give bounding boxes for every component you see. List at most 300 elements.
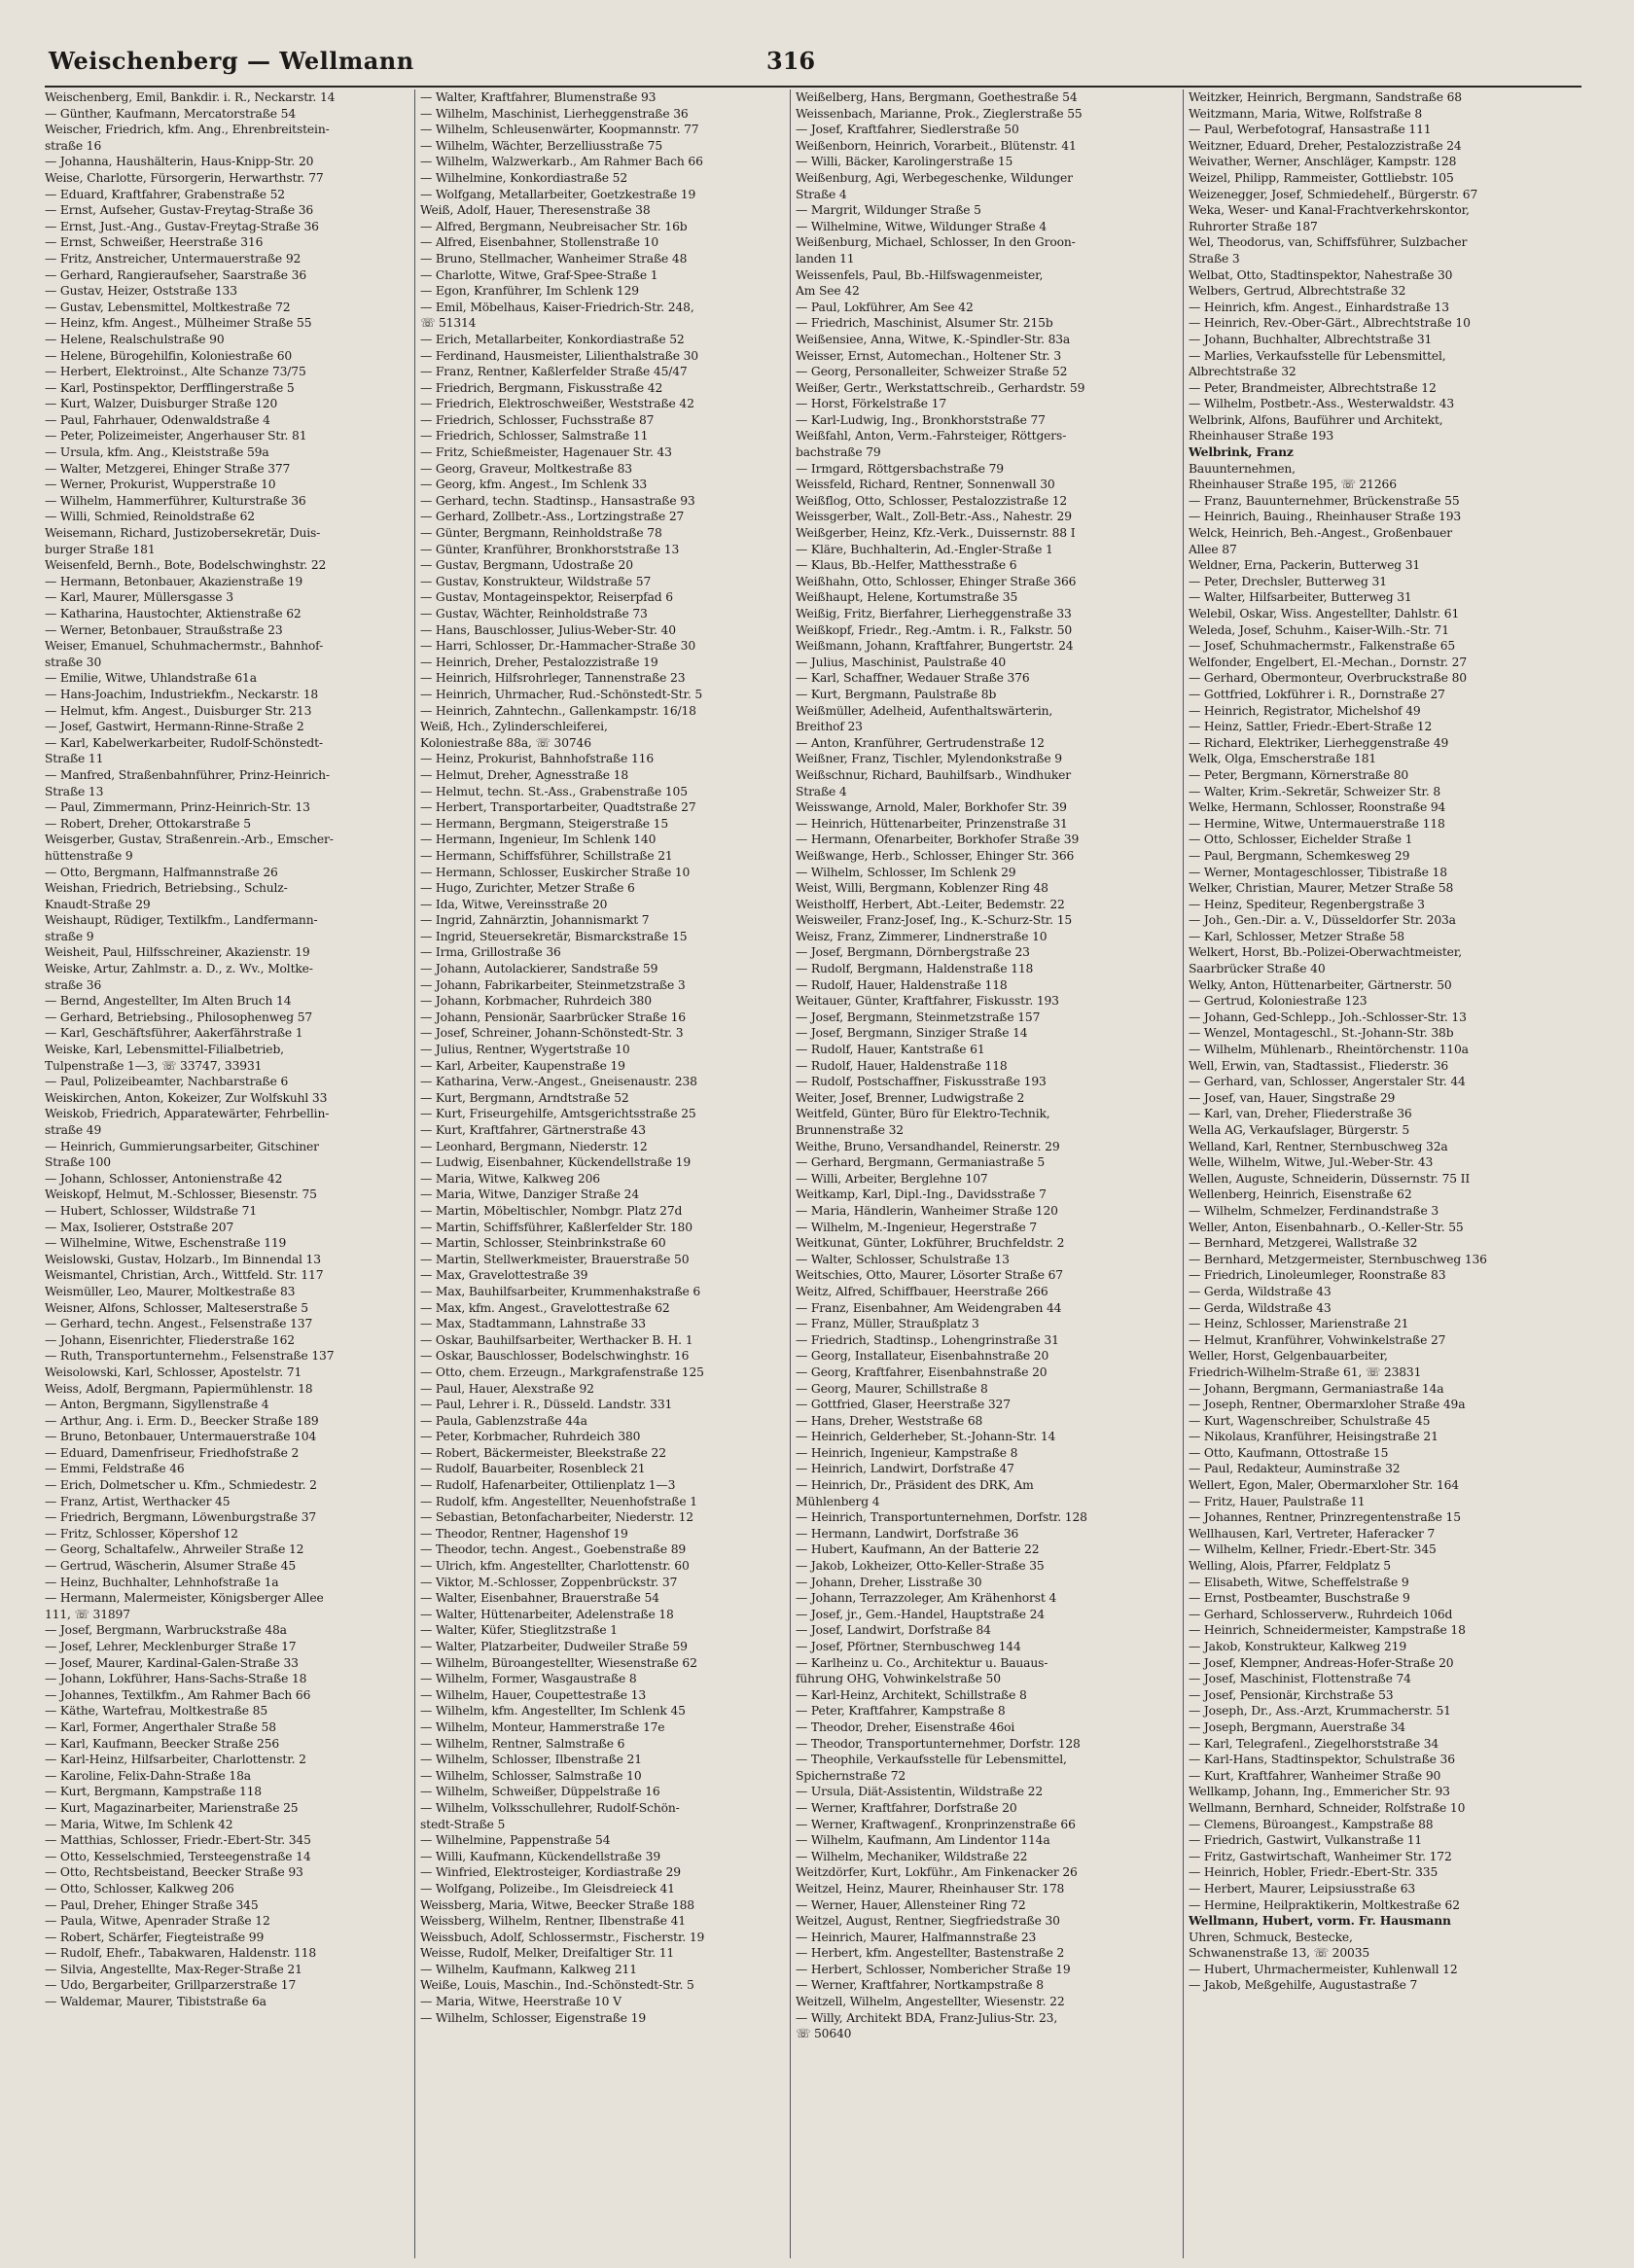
directory-entry-line: Straße 3 xyxy=(1189,251,1240,266)
directory-entry-line: — Martin, Möbeltischler, Nombgr. Platz 27d xyxy=(420,1203,683,1218)
directory-entry-line: — Klaus, Bb.-Helfer, Matthesstraße 6 xyxy=(796,558,1017,573)
directory-entry-line: — Heinrich, kfm. Angest., Einhardstraße 13 xyxy=(1189,300,1449,314)
directory-entry-line: — Willy, Architekt BDA, Franz-Julius-Str. 23, xyxy=(796,2010,1058,2025)
directory-entry-line: — Maria, Witwe, Kalkweg 206 xyxy=(420,1171,600,1186)
page-header-title: Weischenberg — Wellmann xyxy=(49,47,414,75)
directory-entry-line: — Wilhelm, Hammerführer, Kulturstraße 36 xyxy=(45,493,306,508)
directory-entry-line: — Gerhard, Betriebsing., Philosophenweg 57 xyxy=(45,1010,313,1024)
directory-entry-line: — Kurt, Wagenschreiber, Schulstraße 45 xyxy=(1189,1413,1431,1428)
directory-entry-line: Weitzmann, Maria, Witwe, Rolfstraße 8 xyxy=(1189,106,1422,121)
directory-entry-line: Welky, Anton, Hüttenarbeiter, Gärtnerstr. 50 xyxy=(1189,977,1452,992)
directory-entry-line: Weismüller, Leo, Maurer, Moltkestraße 83 xyxy=(45,1284,296,1298)
directory-entry-line: — Karl, Schlosser, Metzer Straße 58 xyxy=(1189,929,1404,943)
directory-entry-line: Koloniestraße 88a, ☏ 30746 xyxy=(420,735,591,750)
directory-entry-line: — Kurt, Bergmann, Arndtstraße 52 xyxy=(420,1090,629,1105)
directory-entry-line: — Josef, Gastwirt, Hermann-Rinne-Straße 2 xyxy=(45,720,304,734)
directory-entry-line: Weitzner, Eduard, Dreher, Pestalozzistraße 24 xyxy=(1189,138,1462,153)
directory-entry-line: — Werner, Kraftfahrer, Dorfstraße 20 xyxy=(796,1800,1017,1815)
directory-entry-line: Welke, Hermann, Schlosser, Roonstraße 94 xyxy=(1189,800,1446,815)
directory-entry-line: — Anton, Bergmann, Sigyllenstraße 4 xyxy=(45,1398,269,1412)
directory-entry-line: — Maria, Witwe, Im Schlenk 42 xyxy=(45,1817,233,1831)
directory-entry-line: — Paul, Lokführer, Am See 42 xyxy=(796,300,974,314)
directory-entry-line: — Josef, Bergmann, Dörnbergstraße 23 xyxy=(796,945,1030,960)
directory-entry-line: — Robert, Dreher, Ottokarstraße 5 xyxy=(45,816,251,831)
directory-entry-line: — Heinrich, Transportunternehmen, Dorfstr. 128 xyxy=(796,1510,1087,1525)
directory-entry-line: — Jakob, Lokheizer, Otto-Keller-Straße 35 xyxy=(796,1559,1045,1574)
directory-entry-line: — Georg, kfm. Angest., Im Schlenk 33 xyxy=(420,478,648,492)
directory-entry-line: — Johannes, Textilkfm., Am Rahmer Bach 66 xyxy=(45,1687,311,1702)
directory-entry-line: — Karl, Schaffner, Wedauer Straße 376 xyxy=(796,671,1030,686)
directory-entry-line: Weisheit, Paul, Hilfsschreiner, Akazienstr. 19 xyxy=(45,945,310,960)
directory-entry-line: Weiss, Adolf, Bergmann, Papiermühlenstr. 18 xyxy=(45,1381,313,1396)
directory-entry-line: — Margrit, Wildunger Straße 5 xyxy=(796,203,981,218)
directory-entry-line: straße 49 xyxy=(45,1123,102,1137)
directory-entry-line: — Bruno, Betonbauer, Untermauerstraße 104 xyxy=(45,1430,317,1444)
directory-entry-line: — Wilhelm, Schlosser, Im Schlenk 29 xyxy=(796,865,1016,879)
directory-entry-line: — Werner, Kraftfahrer, Nortkampstraße 8 xyxy=(796,1978,1044,1993)
directory-entry-line: — Günter, Bergmann, Reinholdstraße 78 xyxy=(420,526,662,541)
directory-entry-line: — Franz, Artist, Werthacker 45 xyxy=(45,1494,231,1508)
directory-entry-line: Weller, Anton, Eisenbahnarb., O.-Keller-Str. 55 xyxy=(1189,1220,1464,1234)
directory-column-3 xyxy=(796,89,1159,2258)
directory-entry-line: Weitzel, August, Rentner, Siegfriedstraße 30 xyxy=(796,1914,1060,1929)
directory-entry-line: — Robert, Schärfer, Fiegteistraße 99 xyxy=(45,1930,265,1944)
directory-entry-line: Uhren, Schmuck, Bestecke, xyxy=(1189,1930,1353,1944)
directory-entry-line: — Wilhelm, Mechaniker, Wildstraße 22 xyxy=(796,1849,1028,1863)
directory-entry-line: — Heinrich, Maurer, Halfmannstraße 23 xyxy=(796,1930,1037,1944)
directory-entry-line: — Karlheinz u. Co., Architektur u. Bauaus- xyxy=(796,1655,1048,1670)
directory-entry-line: — Friedrich, Bergmann, Löwenburgstraße 37 xyxy=(45,1510,317,1525)
directory-entry-line: Wellhausen, Karl, Vertreter, Haferacker 7 xyxy=(1189,1526,1436,1541)
directory-entry-line: Weisolowski, Karl, Schlosser, Apostelstr. 71 xyxy=(45,1364,302,1379)
directory-entry-line: Weissfeld, Richard, Rentner, Sonnenwall 30 xyxy=(796,478,1055,492)
directory-entry-line: Albrechtstraße 32 xyxy=(1189,365,1297,379)
directory-entry-line: — Willi, Bäcker, Karolingerstraße 15 xyxy=(796,155,1013,169)
directory-entry-line: — Hubert, Schlosser, Wildstraße 71 xyxy=(45,1203,258,1218)
directory-entry-line: — Maria, Witwe, Danziger Straße 24 xyxy=(420,1187,639,1202)
directory-entry-line: — Jakob, Konstrukteur, Kalkweg 219 xyxy=(1189,1640,1407,1653)
header-rule xyxy=(45,86,1581,88)
directory-entry-line: — Georg, Personalleiter, Schweizer Straße 52 xyxy=(796,365,1068,379)
directory-entry-line: — Heinz, kfm. Angest., Mülheimer Straße 55 xyxy=(45,316,312,331)
directory-entry-line: — Alfred, Eisenbahner, Stollenstraße 10 xyxy=(420,235,658,250)
directory-entry-line: — Richard, Elektriker, Lierheggenstraße 49 xyxy=(1189,735,1449,750)
directory-entry-line: — Walter, Kraftfahrer, Blumenstraße 93 xyxy=(420,90,657,104)
directory-entry-line: Rheinhauser Straße 193 xyxy=(1189,429,1334,443)
column-divider xyxy=(414,89,415,2258)
directory-entry-line: — Ida, Witwe, Vereinsstraße 20 xyxy=(420,897,608,911)
directory-entry-line: — Gottfried, Lokführer i. R., Dornstraße 27 xyxy=(1189,687,1445,701)
directory-entry-line: — Wilhelmine, Witwe, Eschenstraße 119 xyxy=(45,1236,287,1251)
directory-entry-line: — Heinrich, Hüttenarbeiter, Prinzenstraße 31 xyxy=(796,816,1068,831)
page-number: 316 xyxy=(766,47,816,75)
directory-entry-line: Weiske, Karl, Lebensmittel-Filialbetrieb, xyxy=(45,1043,284,1057)
directory-entry-line: — Wilhelm, Schleusenwärter, Koopmannstr. 77 xyxy=(420,123,699,137)
directory-entry-line: — Otto, Bergmann, Halfmannstraße 26 xyxy=(45,865,278,879)
directory-entry-line: — Wilhelm, Wächter, Berzelliusstraße 75 xyxy=(420,138,663,153)
directory-entry-line: — Gerhard, techn. Stadtinsp., Hansastraße 93 xyxy=(420,493,695,508)
directory-entry-line: — Irmgard, Röttgersbachstraße 79 xyxy=(796,461,1004,476)
directory-entry-line: — Wilhelm, Kaufmann, Kalkweg 211 xyxy=(420,1962,637,1976)
directory-entry-line: Weishaupt, Rüdiger, Textilkfm., Landfermann- xyxy=(45,913,318,928)
directory-entry-line: Wellenberg, Heinrich, Eisenstraße 62 xyxy=(1189,1187,1412,1202)
directory-entry-line: — Paula, Witwe, Apenrader Straße 12 xyxy=(45,1914,270,1929)
directory-entry-line: — Irma, Grillostraße 36 xyxy=(420,945,561,960)
directory-entry-line: — Karl, Kaufmann, Beecker Straße 256 xyxy=(45,1736,280,1751)
directory-entry-line: — Fritz, Schlosser, Köpershof 12 xyxy=(45,1526,238,1541)
directory-entry-line: — Heinrich, Rev.-Ober-Gärt., Albrechtstraße 10 xyxy=(1189,316,1471,331)
directory-entry-line: — Herbert, Schlosser, Nombericher Straße 19 xyxy=(796,1962,1071,1976)
directory-entry-line: — Theodor, Transportunternehmer, Dorfstr. 128 xyxy=(796,1736,1081,1751)
directory-entry-line: — Johann, Lokführer, Hans-Sachs-Straße 18 xyxy=(45,1672,307,1686)
directory-entry-line: — Herbert, Elektroinst., Alte Schanze 73/75 xyxy=(45,365,306,379)
directory-entry-line: — Silvia, Angestellte, Max-Reger-Straße 21 xyxy=(45,1962,302,1976)
directory-entry-line: — Günter, Kranführer, Bronkhorststraße 13 xyxy=(420,542,680,556)
directory-entry-line: Welbrink, Franz xyxy=(1189,444,1294,460)
directory-entry-line: — Ernst, Schweißer, Heerstraße 316 xyxy=(45,235,264,250)
directory-entry-line: — Walter, Eisenbahner, Brauerstraße 54 xyxy=(420,1591,659,1606)
directory-entry-line: — Heinrich, Gelderheber, St.-Johann-Str. 14 xyxy=(796,1430,1056,1444)
directory-entry-line: — Ernst, Postbeamter, Buschstraße 9 xyxy=(1189,1591,1410,1606)
directory-entry-line: Spichernstraße 72 xyxy=(796,1768,906,1783)
directory-entry-line: — Rudolf, Bauarbeiter, Rosenbleck 21 xyxy=(420,1462,646,1476)
directory-entry-line: — Friedrich, Schlosser, Fuchsstraße 87 xyxy=(420,412,655,427)
directory-entry-line: — Martin, Schiffsführer, Kaßlerfelder Str. 180 xyxy=(420,1220,693,1234)
directory-entry-line: — Werner, Montageschlosser, Tibistraße 18 xyxy=(1189,865,1447,879)
directory-entry-line: — Josef, Lehrer, Mecklenburger Straße 17 xyxy=(45,1640,297,1653)
directory-entry-line: Welbat, Otto, Stadtinspektor, Nahestraße 30 xyxy=(1189,267,1453,282)
directory-entry-line: Weißenburg, Agi, Werbegeschenke, Wildunger xyxy=(796,170,1073,185)
directory-entry-line: — Charlotte, Witwe, Graf-Spee-Straße 1 xyxy=(420,267,658,282)
directory-entry-line: — Theodor, Rentner, Hagenshof 19 xyxy=(420,1526,628,1541)
directory-entry-line: — Werner, Prokurist, Wupperstraße 10 xyxy=(45,478,276,492)
directory-entry-line: Well, Erwin, van, Stadtassist., Fliederstr. 36 xyxy=(1189,1058,1449,1073)
directory-entry-line: — Johann, Buchhalter, Albrechtstraße 31 xyxy=(1189,332,1433,346)
directory-entry-line: — Friedrich, Maschinist, Alsumer Str. 215b xyxy=(796,316,1053,331)
directory-entry-line: Straße 4 xyxy=(796,784,847,798)
directory-entry-line: — Walter, Küfer, Stieglitzstraße 1 xyxy=(420,1623,618,1638)
directory-entry-line: Weithe, Bruno, Versandhandel, Reinerstr. 29 xyxy=(796,1139,1060,1153)
directory-entry-line: — Josef, Bergmann, Steinmetzstraße 157 xyxy=(796,1010,1041,1024)
directory-entry-line: — Sebastian, Betonfacharbeiter, Niederstr. 12 xyxy=(420,1510,693,1525)
directory-entry-line: — Wilhelmine, Pappenstraße 54 xyxy=(420,1833,611,1848)
directory-entry-line: Straße 100 xyxy=(45,1155,111,1170)
directory-entry-line: landen 11 xyxy=(796,251,855,266)
directory-entry-line: — Ernst, Just.-Ang., Gustav-Freytag-Straße 36 xyxy=(45,219,319,233)
directory-entry-line: — Johann, Ged-Schlepp., Joh.-Schlosser-Str. 13 xyxy=(1189,1010,1467,1024)
directory-entry-line: Weiß, Hch., Zylinderschleiferei, xyxy=(420,720,608,734)
directory-entry-line: — Otto, Kaufmann, Ottostraße 15 xyxy=(1189,1445,1389,1460)
directory-entry-line: — Friedrich, Elektroschweißer, Weststraße 42 xyxy=(420,397,694,411)
directory-entry-line: — Friedrich, Bergmann, Fiskusstraße 42 xyxy=(420,380,663,395)
directory-entry-line: — Ruth, Transportunternehm., Felsenstraße 137 xyxy=(45,1349,335,1364)
directory-entry-line: — Hubert, Kaufmann, An der Batterie 22 xyxy=(796,1542,1040,1557)
directory-entry-line: — Walter, Hilfsarbeiter, Butterweg 31 xyxy=(1189,590,1412,605)
directory-entry-line: — Karl, Maurer, Müllersgasse 3 xyxy=(45,590,233,605)
directory-entry-line: — Herbert, Transportarbeiter, Quadtstraße 27 xyxy=(420,800,696,815)
directory-entry-line: Weißhaupt, Helene, Kortumstraße 35 xyxy=(796,590,1018,605)
directory-entry-line: Weißenborn, Heinrich, Vorarbeit., Blütenstr. 41 xyxy=(796,138,1077,153)
directory-entry-line: Weissberg, Maria, Witwe, Beecker Straße 188 xyxy=(420,1897,694,1912)
directory-entry-line: — Paul, Hauer, Alexstraße 92 xyxy=(420,1381,594,1396)
directory-entry-line: — Georg, Maurer, Schillstraße 8 xyxy=(796,1381,988,1396)
directory-entry-line: — Herbert, Maurer, Leipsiusstraße 63 xyxy=(1189,1881,1416,1896)
directory-entry-line: — Ursula, Diät-Assistentin, Wildstraße 22 xyxy=(796,1785,1043,1799)
directory-entry-line: bachstraße 79 xyxy=(796,445,881,460)
directory-entry-line: Weise, Charlotte, Fürsorgerin, Herwarthstr. 77 xyxy=(45,170,324,185)
directory-entry-line: Weiskob, Friedrich, Apparatewärter, Fehrbellin- xyxy=(45,1107,330,1121)
directory-entry-line: — Käthe, Wartefrau, Moltkestraße 85 xyxy=(45,1704,268,1719)
directory-entry-line: Weissgerber, Walt., Zoll-Betr.-Ass., Nahestr. 29 xyxy=(796,510,1072,524)
directory-entry-line: — Walter, Metzgerei, Ehinger Straße 377 xyxy=(45,461,291,476)
directory-entry-line: — Werner, Betonbauer, Straußstraße 23 xyxy=(45,622,283,637)
directory-entry-line: Welling, Alois, Pfarrer, Feldplatz 5 xyxy=(1189,1559,1391,1574)
directory-entry-line: Wel, Theodorus, van, Schiffsführer, Sulzbacher xyxy=(1189,235,1468,250)
directory-entry-line: — Josef, Maschinist, Flottenstraße 74 xyxy=(1189,1672,1411,1686)
directory-entry-line: Weivather, Werner, Anschläger, Kampstr. 128 xyxy=(1189,155,1457,169)
directory-entry-line: Wellen, Auguste, Schneiderin, Düssernstr. 75 II xyxy=(1189,1171,1471,1186)
directory-entry-line: — Paul, Lehrer i. R., Düsseld. Landstr. 331 xyxy=(420,1398,673,1412)
directory-entry-line: — Heinrich, Hobler, Friedr.-Ebert-Str. 335 xyxy=(1189,1865,1439,1880)
directory-entry-line: — Heinrich, Bauing., Rheinhauser Straße 193 xyxy=(1189,510,1462,524)
directory-entry-line: — Clemens, Büroangest., Kampstraße 88 xyxy=(1189,1817,1434,1831)
directory-entry-line: Weishan, Friedrich, Betriebsing., Schulz- xyxy=(45,881,288,896)
directory-entry-line: Weißwange, Herb., Schlosser, Ehinger Str. 366 xyxy=(796,848,1075,863)
directory-entry-line: — Franz, Eisenbahner, Am Weidengraben 44 xyxy=(796,1300,1062,1315)
directory-entry-line: — Harri, Schlosser, Dr.-Hammacher-Straße 30 xyxy=(420,639,696,654)
directory-entry-line: Welk, Olga, Emscherstraße 181 xyxy=(1189,752,1377,766)
directory-entry-line: — Hans-Joachim, Industriekfm., Neckarstr. 18 xyxy=(45,687,319,701)
directory-entry-line: — Karl, van, Dreher, Fliederstraße 36 xyxy=(1189,1107,1412,1121)
directory-entry-line: Weitauer, Günter, Kraftfahrer, Fiskusstr. 193 xyxy=(796,994,1059,1009)
directory-entry-line: — Max, Isolierer, Oststraße 207 xyxy=(45,1220,234,1234)
directory-entry-line: — Karl, Arbeiter, Kaupenstraße 19 xyxy=(420,1058,625,1073)
directory-entry-line: — Hermann, Schlosser, Euskircher Straße 10 xyxy=(420,865,691,879)
directory-entry-line: — Wilhelm, Kellner, Friedr.-Ebert-Str. 345 xyxy=(1189,1542,1437,1557)
directory-entry-line: Weißflog, Otto, Schlosser, Pestalozzistraße 12 xyxy=(796,493,1068,508)
directory-entry-line: Weismantel, Christian, Arch., Wittfeld. Str. 117 xyxy=(45,1268,324,1283)
directory-entry-line: Weisswange, Arnold, Maler, Borkhofer Str. 39 xyxy=(796,800,1067,815)
directory-entry-line: — Theophile, Verkaufsstelle für Lebensmittel, xyxy=(796,1753,1067,1767)
directory-entry-line: — Max, Gravelottestraße 39 xyxy=(420,1268,588,1283)
directory-entry-line: — Josef, Bergmann, Sinziger Straße 14 xyxy=(796,1026,1028,1041)
directory-entry-line: — Gerhard, Schlosserverw., Ruhrdeich 106d xyxy=(1189,1607,1453,1621)
directory-entry-line: — Nikolaus, Kranführer, Heisingstraße 21 xyxy=(1189,1430,1439,1444)
directory-entry-line: — Franz, Bauunternehmer, Brückenstraße 55 xyxy=(1189,493,1460,508)
directory-entry-line: — Josef, Schreiner, Johann-Schönstedt-Str. 3 xyxy=(420,1026,684,1041)
directory-entry-line: 111, ☏ 31897 xyxy=(45,1607,130,1621)
directory-entry-line: — Hermann, Bergmann, Steigerstraße 15 xyxy=(420,816,669,831)
directory-entry-line: — Johann, Eisenrichter, Fliederstraße 162 xyxy=(45,1332,295,1347)
directory-entry-line: — Friedrich, Stadtinsp., Lohengrinstraße 31 xyxy=(796,1332,1059,1347)
directory-entry-line: Welle, Wilhelm, Witwe, Jul.-Weber-Str. 43 xyxy=(1189,1155,1434,1170)
directory-entry-line: — Peter, Brandmeister, Albrechtstraße 12 xyxy=(1189,380,1437,395)
directory-entry-line: — Paul, Fahrhauer, Odenwaldstraße 4 xyxy=(45,412,270,427)
directory-entry-line: — Oskar, Bauhilfsarbeiter, Werthacker B. H. 1 xyxy=(420,1332,693,1347)
directory-entry-line: — Günther, Kaufmann, Mercatorstraße 54 xyxy=(45,106,296,121)
directory-entry-line: — Heinrich, Dreher, Pestalozzistraße 19 xyxy=(420,655,658,669)
directory-entry-line: — Johann, Autolackierer, Sandstraße 59 xyxy=(420,962,658,976)
directory-entry-line: — Manfred, Straßenbahnführer, Prinz-Heinrich- xyxy=(45,767,330,782)
directory-entry-line: — Robert, Bäckermeister, Bleekstraße 22 xyxy=(420,1445,666,1460)
directory-entry-line: — Bernhard, Metzgerei, Wallstraße 32 xyxy=(1189,1236,1418,1251)
directory-entry-line: Weizel, Philipp, Rammeister, Gottliebstr. 105 xyxy=(1189,170,1454,185)
directory-entry-line: — Helmut, Kranführer, Vohwinkelstraße 27 xyxy=(1189,1332,1446,1347)
directory-entry-line: — Gustav, Wächter, Reinholdstraße 73 xyxy=(420,607,648,620)
directory-entry-line: — Maria, Händlerin, Wanheimer Straße 120 xyxy=(796,1203,1058,1218)
column-divider xyxy=(1183,89,1184,2258)
directory-entry-line: — Ferdinand, Hausmeister, Lilienthalstraße 30 xyxy=(420,348,698,363)
directory-entry-line: — Egon, Kranführer, Im Schlenk 129 xyxy=(420,284,639,299)
directory-entry-line: — Wilhelm, Former, Wasgaustraße 8 xyxy=(420,1672,637,1686)
directory-entry-line: Weitkunat, Günter, Lokführer, Bruchfeldstr. 2 xyxy=(796,1236,1065,1251)
directory-entry-line: — Joh., Gen.-Dir. a. V., Düsseldorfer Str. 203a xyxy=(1189,913,1456,928)
directory-entry-line: — Hermann, Ingenieur, Im Schlenk 140 xyxy=(420,833,657,847)
directory-entry-line: — Georg, Graveur, Moltkestraße 83 xyxy=(420,461,632,476)
directory-entry-line: — Kurt, Walzer, Duisburger Straße 120 xyxy=(45,397,278,411)
directory-entry-line: — Gerhard, Zollbetr.-Ass., Lortzingstraße 27 xyxy=(420,510,685,524)
directory-entry-line: — Gerhard, van, Schlosser, Angerstaler Str. 44 xyxy=(1189,1075,1466,1089)
directory-entry-line: — Willi, Kaufmann, Kückendellstraße 39 xyxy=(420,1849,661,1863)
directory-entry-line: Weißgerber, Heinz, Kfz.-Verk., Duissernstr. 88 I xyxy=(796,526,1076,541)
directory-entry-line: — Kurt, Kraftfahrer, Gärtnerstraße 43 xyxy=(420,1123,646,1137)
directory-entry-line: — Georg, Schaltafelw., Ahrweiler Straße 12 xyxy=(45,1542,304,1557)
directory-entry-line: — Wilhelm, Hauer, Coupettestraße 13 xyxy=(420,1687,646,1702)
directory-entry-line: — Katharina, Haustochter, Aktienstraße 62 xyxy=(45,607,302,620)
directory-entry-line: Weisweiler, Franz-Josef, Ing., K.-Schurz-Str. 15 xyxy=(796,913,1073,928)
directory-entry-line: — Horst, Förkelstraße 17 xyxy=(796,397,946,411)
column-divider xyxy=(790,89,791,2258)
directory-entry-line: Wellmann, Hubert, vorm. Fr. Hausmann xyxy=(1189,1913,1451,1929)
directory-entry-line: — Peter, Drechsler, Butterweg 31 xyxy=(1189,574,1387,588)
directory-entry-line: — Josef, van, Hauer, Singstraße 29 xyxy=(1189,1090,1396,1105)
directory-entry-line: — Helmut, kfm. Angest., Duisburger Str. 213 xyxy=(45,703,312,718)
directory-entry-line: — Willi, Arbeiter, Berglehne 107 xyxy=(796,1171,988,1186)
directory-entry-line: — Eduard, Damenfriseur, Friedhofstraße 2 xyxy=(45,1445,300,1460)
directory-entry-line: Weiskirchen, Anton, Kokeizer, Zur Wolfskuhl 33 xyxy=(45,1090,328,1105)
directory-entry-line: — Helmut, Dreher, Agnesstraße 18 xyxy=(420,767,629,782)
directory-entry-line: — Joseph, Bergmann, Auerstraße 34 xyxy=(1189,1719,1405,1734)
directory-entry-line: Weißensiee, Anna, Witwe, K.-Spindler-Str. 83a xyxy=(796,332,1071,346)
directory-entry-line: Weistholff, Herbert, Abt.-Leiter, Bedemstr. 22 xyxy=(796,897,1065,911)
directory-entry-line: Friedrich-Wilhelm-Straße 61, ☏ 23831 xyxy=(1189,1364,1422,1379)
directory-entry-line: — Helmut, techn. St.-Ass., Grabenstraße 105 xyxy=(420,784,688,798)
directory-entry-line: Knaudt-Straße 29 xyxy=(45,897,151,911)
directory-entry-line: — Wilhelm, Schlosser, Ilbenstraße 21 xyxy=(420,1753,642,1767)
directory-entry-line: stedt-Straße 5 xyxy=(420,1817,506,1831)
directory-entry-line: — Wilhelm, M.-Ingenieur, Hegerstraße 7 xyxy=(796,1220,1038,1234)
directory-entry-line: — Peter, Polizeimeister, Angerhauser Str. 81 xyxy=(45,429,307,443)
directory-entry-line: — Rudolf, Hafenarbeiter, Ottilienplatz 1—3 xyxy=(420,1478,676,1493)
directory-entry-line: — Emilie, Witwe, Uhlandstraße 61a xyxy=(45,671,257,686)
directory-entry-line: — Gerhard, techn. Angest., Felsenstraße 137 xyxy=(45,1317,313,1331)
directory-entry-line: — Martin, Stellwerkmeister, Brauerstraße 50 xyxy=(420,1252,690,1266)
directory-entry-line: hüttenstraße 9 xyxy=(45,848,133,863)
directory-entry-line: — Heinrich, Gummierungsarbeiter, Gitschiner xyxy=(45,1139,319,1153)
directory-entry-line: Wella AG, Verkaufslager, Bürgerstr. 5 xyxy=(1189,1123,1410,1137)
directory-entry-line: — Johann, Schlosser, Antonienstraße 42 xyxy=(45,1171,283,1186)
directory-entry-line: Weißner, Franz, Tischler, Mylendonkstraße 9 xyxy=(796,752,1062,766)
directory-entry-line: Weitzel, Heinz, Maurer, Rheinhauser Str. 178 xyxy=(796,1881,1065,1896)
directory-entry-line: Weißer, Gertr., Werkstattschreib., Gerhardstr. 59 xyxy=(796,380,1085,395)
directory-entry-line: — Josef, Pensionär, Kirchstraße 53 xyxy=(1189,1687,1394,1702)
directory-entry-line: — Wilhelmine, Konkordiastraße 52 xyxy=(420,170,627,185)
directory-column-1 xyxy=(45,89,408,2258)
directory-entry-line: — Josef, Kraftfahrer, Siedlerstraße 50 xyxy=(796,123,1019,137)
directory-entry-line: — Karl, Geschäftsführer, Aakerfährstraße 1 xyxy=(45,1026,303,1041)
directory-entry-line: Saarbrücker Straße 40 xyxy=(1189,962,1326,976)
directory-entry-line: — Gustav, Heizer, Oststraße 133 xyxy=(45,284,237,299)
directory-entry-line: Bauunternehmen, xyxy=(1189,461,1296,476)
directory-entry-line: — Heinz, Sattler, Friedr.-Ebert-Straße 12 xyxy=(1189,720,1433,734)
directory-entry-line: — Theodor, techn. Angest., Goebenstraße 89 xyxy=(420,1542,687,1557)
directory-entry-line: — Wilhelm, Volksschullehrer, Rudolf-Schön- xyxy=(420,1800,680,1815)
directory-entry-line: — Gerda, Wildstraße 43 xyxy=(1189,1284,1332,1298)
directory-entry-line: — Wilhelm, Schmelzer, Ferdinandstraße 3 xyxy=(1189,1203,1439,1218)
directory-entry-line: — Ernst, Aufseher, Gustav-Freytag-Straße 36 xyxy=(45,203,314,218)
directory-entry-line: — Heinz, Spediteur, Regenbergstraße 3 xyxy=(1189,897,1425,911)
directory-entry-line: — Waldemar, Maurer, Tibiststraße 6a xyxy=(45,1995,266,2009)
directory-entry-line: — Gerhard, Bergmann, Germaniastraße 5 xyxy=(796,1155,1046,1170)
directory-entry-line: — Karl, Former, Angerthaler Straße 58 xyxy=(45,1719,276,1734)
directory-entry-line: — Rudolf, Hauer, Haldenstraße 118 xyxy=(796,1058,1008,1073)
directory-entry-line: — Wilhelmine, Witwe, Wildunger Straße 4 xyxy=(796,219,1048,233)
directory-entry-line: — Walter, Platzarbeiter, Dudweiler Straße 59 xyxy=(420,1640,688,1653)
directory-entry-line: — Karl, Postinspektor, Derfflingerstraße 5 xyxy=(45,380,295,395)
directory-entry-line: — Rudolf, Hauer, Kantstraße 61 xyxy=(796,1043,985,1057)
directory-entry-line: — Kurt, Friseurgehilfe, Amtsgerichtsstraße 25 xyxy=(420,1107,696,1121)
directory-entry-line: — Bernhard, Metzgermeister, Sternbuschweg 136 xyxy=(1189,1252,1487,1266)
directory-entry-line: — Gerhard, Rangieraufseher, Saarstraße 36 xyxy=(45,267,307,282)
directory-entry-line: — Hermann, Malermeister, Königsberger Allee xyxy=(45,1591,324,1606)
directory-entry-line: — Rudolf, Bergmann, Haldenstraße 118 xyxy=(796,962,1034,976)
directory-entry-line: — Paul, Zimmermann, Prinz-Heinrich-Str. 13 xyxy=(45,800,310,815)
directory-entry-line: — Peter, Kraftfahrer, Kampstraße 8 xyxy=(796,1704,1006,1719)
directory-column-2 xyxy=(420,89,784,2258)
directory-entry-line: Weiser, Emanuel, Schuhmachermstr., Bahnhof- xyxy=(45,639,324,654)
directory-entry-line: — Joseph, Dr., Ass.-Arzt, Krummacherstr. 51 xyxy=(1189,1704,1451,1719)
directory-entry-line: — Matthias, Schlosser, Friedr.-Ebert-Str. 345 xyxy=(45,1833,311,1848)
directory-entry-line: — Wilhelm, Schweißer, Düppelstraße 16 xyxy=(420,1785,660,1799)
directory-entry-line: — Leonhard, Bergmann, Niederstr. 12 xyxy=(420,1139,648,1153)
directory-entry-line: — Emmi, Feldstraße 46 xyxy=(45,1462,185,1476)
directory-entry-line: Straße 11 xyxy=(45,752,104,766)
directory-entry-line: — Hermann, Landwirt, Dorfstraße 36 xyxy=(796,1526,1019,1541)
directory-entry-line: Weitkamp, Karl, Dipl.-Ing., Davidsstraße 7 xyxy=(796,1187,1047,1202)
directory-entry-line: — Karl-Ludwig, Ing., Bronkhorststraße 77 xyxy=(796,412,1046,427)
directory-entry-line: — Johann, Terrazzoleger, Am Krähenhorst 4 xyxy=(796,1591,1057,1606)
directory-entry-line: Weißenburg, Michael, Schlosser, In den Groon- xyxy=(796,235,1076,250)
directory-entry-line: — Udo, Bergarbeiter, Grillparzerstraße 17 xyxy=(45,1978,297,1993)
directory-entry-line: Welkert, Horst, Bb.-Polizei-Oberwachtmeister, xyxy=(1189,945,1462,960)
directory-entry-line: — Walter, Krim.-Sekretär, Schweizer Str. 8 xyxy=(1189,784,1440,798)
directory-entry-line: Welbers, Gertrud, Albrechtstraße 32 xyxy=(1189,284,1406,299)
directory-entry-line: — Fritz, Anstreicher, Untermauerstraße 92 xyxy=(45,251,302,266)
directory-entry-line: — Johann, Pensionär, Saarbrücker Straße 16 xyxy=(420,1010,686,1024)
directory-entry-line: — Georg, Installateur, Eisenbahnstraße 20 xyxy=(796,1349,1049,1364)
directory-entry-line: Weissenbach, Marianne, Prok., Zieglerstraße 55 xyxy=(796,106,1083,121)
directory-entry-line: — Max, kfm. Angest., Gravelottestraße 62 xyxy=(420,1300,670,1315)
directory-entry-line: — Wilhelm, Büroangestellter, Wiesenstraße 62 xyxy=(420,1655,697,1670)
directory-entry-line: ☏ 50640 xyxy=(796,2027,852,2041)
directory-entry-line: — Herbert, kfm. Angestellter, Bastenstraße 2 xyxy=(796,1946,1065,1961)
directory-entry-line: — Heinrich, Ingenieur, Kampstraße 8 xyxy=(796,1445,1018,1460)
directory-entry-line: — Anton, Kranführer, Gertrudenstraße 12 xyxy=(796,735,1045,750)
directory-entry-line: — Gertrud, Koloniestraße 123 xyxy=(1189,994,1368,1009)
directory-entry-line: — Franz, Müller, Straußplatz 3 xyxy=(796,1317,979,1331)
directory-entry-line: — Johann, Bergmann, Germaniastraße 14a xyxy=(1189,1381,1444,1396)
directory-entry-line: — Maria, Witwe, Heerstraße 10 V xyxy=(420,1995,622,2009)
